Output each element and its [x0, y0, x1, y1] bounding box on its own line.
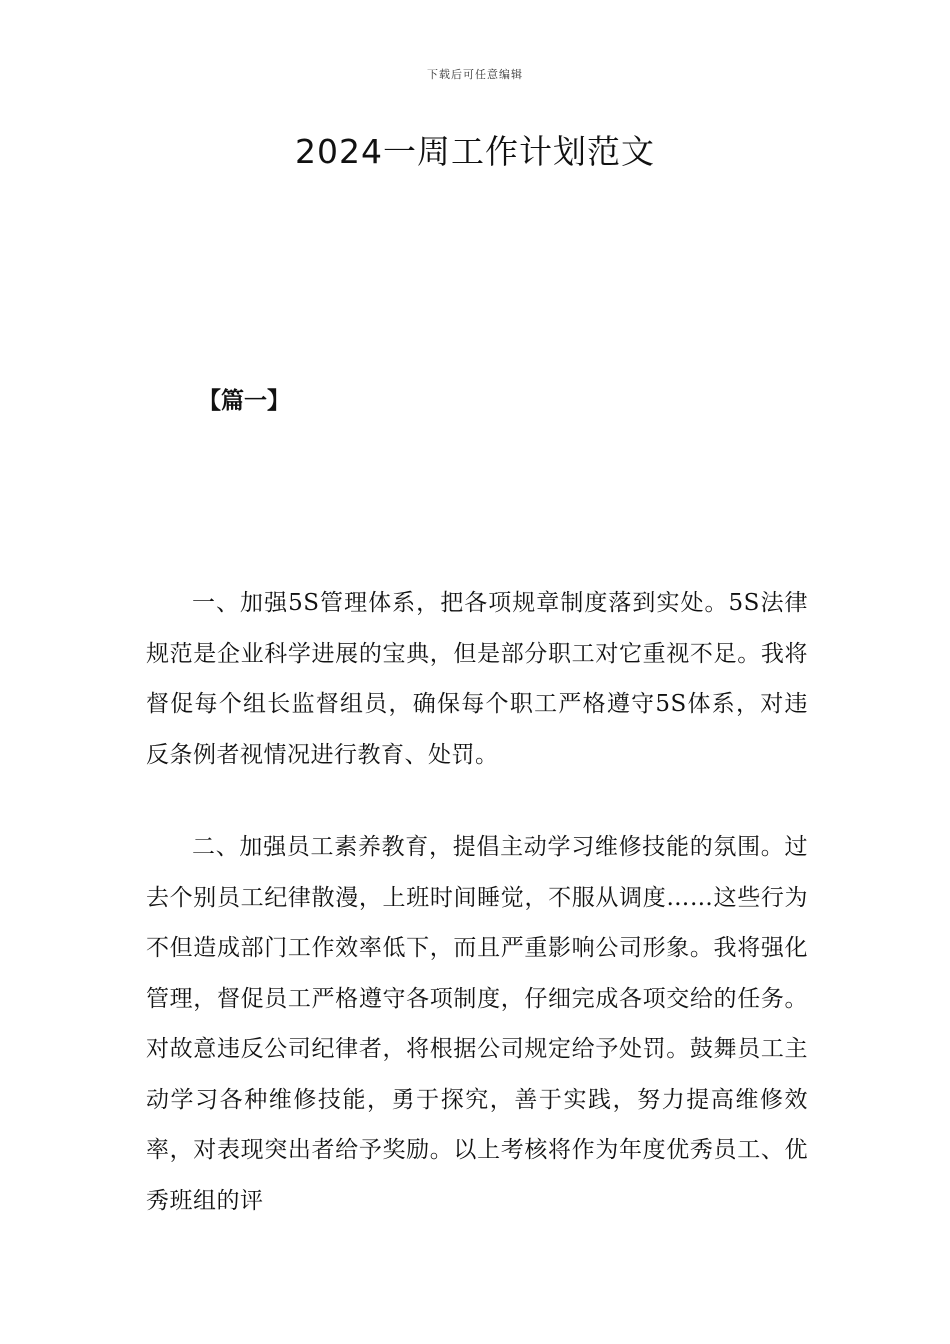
- paragraph-2: 二、加强员工素养教育，提倡主动学习维修技能的氛围。过去个别员工纪律散漫，上班时间睡觉，不服从调度……这些行为不但造成部门工作效率低下，而且严重影响公司形象。我将强化管理，督促员工严格遵守各项制度，仔细完成各项交给的任务。对故意违反公司纪律者，将根据公司规定给予处罚。鼓舞员工主动学习各种维修技能，勇于探究，善于实践，努力提高维修效率，对表现突出者给予奖励。以上考核将作为年度优秀员工、优秀班组的评: [146, 834, 808, 1214]
- section-label: 【篇一】: [198, 388, 290, 414]
- header-note: 下载后可任意编辑: [427, 68, 523, 81]
- paragraph-1: 一、加强5S管理体系，把各项规章制度落到实处。5S法律规范是企业科学进展的宝典，但是部分职工对它重视不足。我将督促每个组长监督组员，确保每个职工严格遵守5S体系，对违反条例者视情况进行教育、处罚。: [146, 590, 808, 768]
- document-title: 2024一周工作计划范文: [295, 132, 655, 171]
